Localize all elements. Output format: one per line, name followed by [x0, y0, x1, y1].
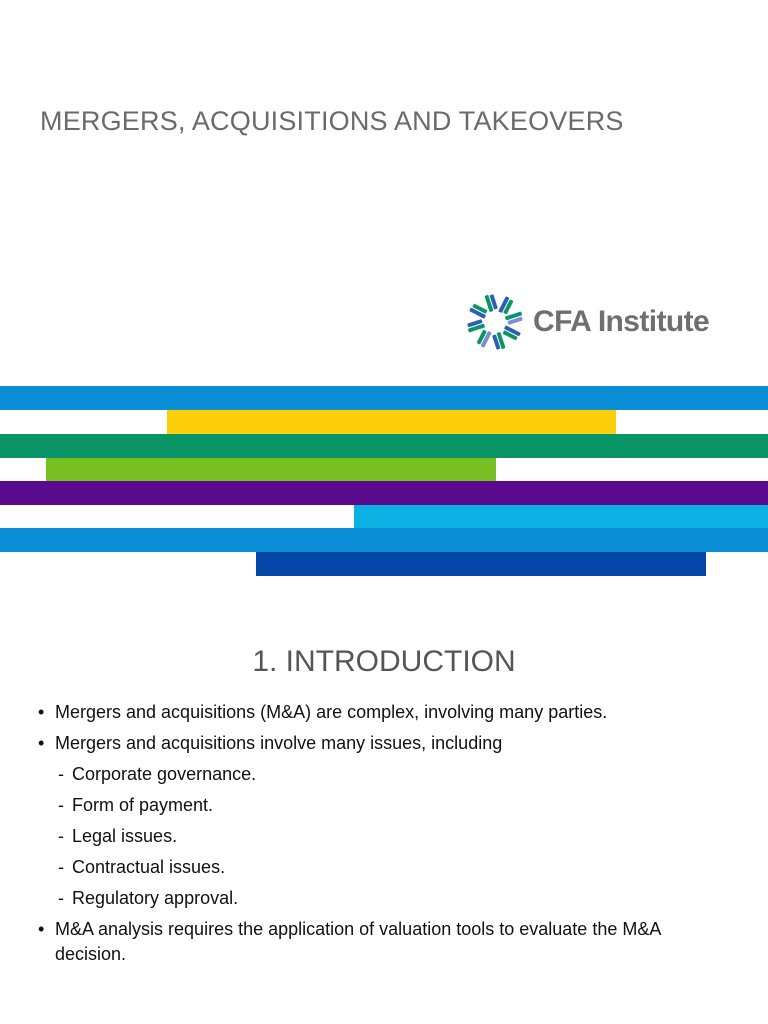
stripe-green: [0, 434, 768, 458]
stripe-cyan: [354, 505, 768, 529]
bullet-item: • Mergers and acquisitions (M&A) are complex, involving many parties.: [38, 702, 608, 722]
stripe-blue-2: [0, 528, 768, 552]
cfa-institute-logo: [465, 292, 709, 352]
sub-bullet-item: - Corporate governance.: [58, 764, 257, 784]
stripe-navy: [256, 552, 706, 576]
stripe-blue: [0, 386, 768, 410]
sub-bullet-item: - Legal issues.: [58, 826, 178, 846]
sub-bullet-item: - Regulatory approval.: [58, 888, 239, 908]
stripe-purple: [0, 481, 768, 505]
section-title: 1. INTRODUCTION: [252, 645, 516, 678]
bullet-list: [38, 700, 738, 967]
logo-text: CFA Institute: [533, 305, 710, 338]
slide-title: MERGERS, ACQUISITIONS AND TAKEOVERS: [40, 106, 624, 136]
stripe-yellow: [167, 410, 616, 434]
sub-bullet-item: - Contractual issues.: [58, 857, 226, 877]
sub-bullet-item: - Form of payment.: [58, 795, 214, 815]
cfa-starburst-icon: [465, 292, 525, 352]
bullet-item: • Mergers and acquisitions involve many issues, including: [38, 733, 503, 753]
stripe-lime: [46, 458, 496, 482]
bullet-item: • M&A analysis requires the application of valuation tools to evaluate the M&A decision.: [38, 919, 662, 964]
